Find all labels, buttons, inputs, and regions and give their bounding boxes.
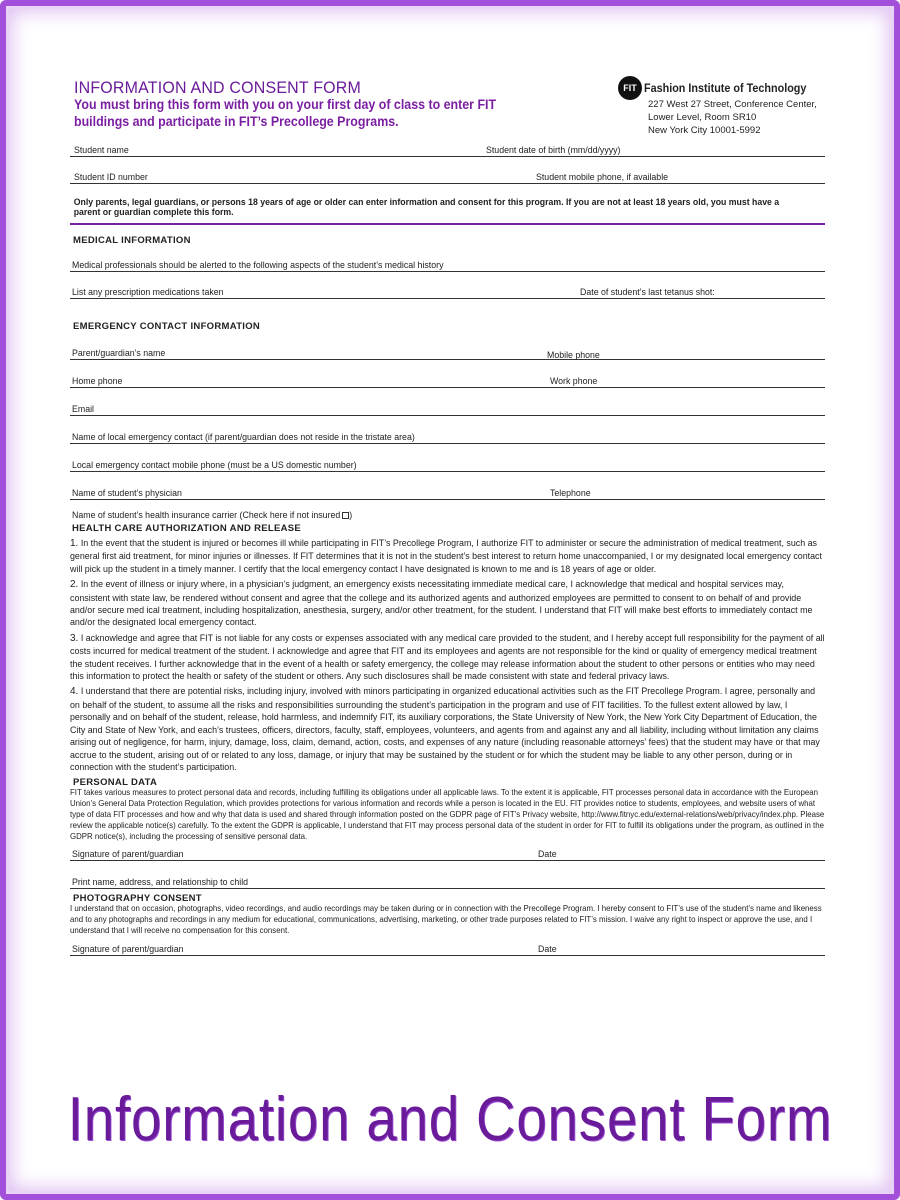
eligibility-notice: Only parents, legal guardians, or persons 18 years of age or older can enter information and consent for this program. If you are not at least 18 years old, you must have a parent or guardian complete this form.	[73, 196, 780, 217]
prescriptions-field[interactable]	[70, 286, 825, 299]
signature-label: Signature of parent/guardian	[72, 849, 184, 860]
medical-heading: MEDICAL INFORMATION	[73, 235, 191, 246]
item-number: 1.	[70, 538, 79, 549]
authorization-list	[70, 537, 825, 773]
item-text: I understand that there are potential risks, including injury, involved with minors participating in organized educational activities such as the FIT Precollege Program. I agree, personally and on behalf of the student, to assume all the risks and responsibilities surrounding the student’s participation in the program and use of FIT facilities. To the fullest extent allowed by law, I personally and on behalf of the student, release, hold harmless, and indemnify FIT, its auxiliary corporations, the State University of New York, the New York City Department of Education, the City and State of New York, and each’s trustees, officers, directors, faculty, staff, employees, volunteers, and agents from and against any and all liability, including without limitation any claims arising out of negligence, for harm, injury, damage, loss, claim, demand, action, costs, and expenses of any nature (including reasonable attorneys’ fees) that the student may have or that may accrue to the student, arising out of or related to any loss, damage, or injury that may be sustained by the student or for which the student may be liable to any other person, during or in connection with the student’s participation.	[70, 686, 820, 772]
physician-field[interactable]	[70, 487, 825, 500]
local-mobile-label: Local emergency contact mobile phone (must be a US domestic number)	[72, 460, 357, 470]
insurance-label: Name of student’s health insurance carrier (Check here if not insured	[72, 510, 341, 520]
student-id-field[interactable]	[70, 171, 825, 184]
form-title: INFORMATION AND CONSENT FORM	[74, 78, 361, 97]
item-number: 4.	[70, 686, 79, 698]
personal-data-text: FIT takes various measures to protect personal data and records, including fulfilling its obligations under all applicable laws. To the extent it is applicable, FIT processes personal data in accordance with the European Union’s General Data Protection Regulation, which provides protections for various information and records while a person is located in the EU. FIT provides notice to students, employees, and website users of what type of data FIT processes and how and why that data is used and shared through information posted on the GDPR page of FIT’s Privacy website, http://www.fitnyc.edu/external-relations/web/privacy/index.php. Please review the applicable notice(s) carefully. To the extent the GDPR is applicable, I understand that FIT may process personal data of the student in order for FIT to fulfill its obligations under the program, as outlined in the GDPR notice(s), including the processing of sensitive personal data.	[70, 788, 825, 841]
item-number: 3.	[70, 632, 79, 644]
personal-data-heading: PERSONAL DATA	[73, 777, 158, 789]
physician-label: Name of student’s physician	[72, 488, 182, 498]
prescriptions-label: List any prescription medications taken	[72, 287, 224, 297]
authorization-item	[70, 537, 825, 575]
email-field[interactable]	[70, 403, 825, 416]
signature-label: Signature of parent/guardian	[72, 943, 184, 954]
work-phone-label: Work phone	[550, 376, 598, 386]
item-text: In the event of illness or injury where, in a physician’s judgment, an emergency exists necessitating immediate medical care, I acknowledge that medical and hospital services may, consistent with state law, be rendered without consent and agree that the college and its authorized agents and authorized employees are permitted to consent to on behalf of and provide and/or secure med ical treatment, including hospitalization, anesthesia, surgery, and/or other treatment, for the student. I understand that FIT will make best efforts to immediately contact me and/or the designated local emergency contact.	[70, 579, 813, 628]
photography-signature-field[interactable]	[70, 943, 825, 956]
medical-aspects-field[interactable]	[70, 259, 825, 272]
local-contact-label: Name of local emergency contact (if parent/guardian does not reside in the tristate area)	[72, 432, 415, 442]
form-header	[70, 74, 825, 144]
address-line-3: New York City 10001-5992	[648, 125, 761, 136]
authorization-item	[70, 685, 825, 773]
address-line-1: 227 West 27 Street, Conference Center,	[648, 99, 817, 110]
print-name-field[interactable]	[70, 876, 825, 889]
section-divider	[70, 223, 825, 225]
org-name: Fashion Institute of Technology	[644, 81, 807, 95]
fit-logo-icon: FIT	[618, 76, 642, 100]
authorization-item	[70, 632, 825, 683]
local-contact-field[interactable]	[70, 431, 825, 444]
student-id-label: Student ID number	[74, 172, 148, 182]
item-text: In the event that the student is injured or becomes ill while participating in FIT’s Precollege Program, I authorize FIT to administer or secure the administration of medical treatment, such as general first aid treatment, for minor injuries or illnesses. If FIT determines that it is not in the student’s best interest to return home unaccompanied, I or my designated local emergency contact will pick up the student in a timely manner. I certify that the local emergency contact I have designated is known to me and is 18 years of age or older.	[70, 538, 822, 574]
date-label: Date	[538, 849, 557, 860]
photography-heading: PHOTOGRAPHY CONSENT	[73, 893, 202, 905]
form-subtitle: You must bring this form with you on your first day of class to enter FIT buildings and participate in FIT’s Precollege Programs.	[74, 97, 497, 129]
item-text: I acknowledge and agree that FIT is not liable for any costs or expenses associated with any medical care provided to the student, and I hereby accept full responsibility for the payment of all costs incurred for medical treatment of the student. I acknowledge and agree that FIT and its employees and agents are not responsible for the kind or quality of emergency medical treatment the student receives. I further acknowledge that in the event of a health or safety emergency, the college may release information about the student to other persons or entities who may need this information to protect the health or safety of the student or others. Any such disclosures shall be made consistent with state and federal privacy laws.	[70, 632, 825, 682]
guardian-name-label: Parent/guardian’s name	[72, 348, 166, 358]
local-mobile-field[interactable]	[70, 459, 825, 472]
authorization-heading: HEALTH CARE AUTHORIZATION AND RELEASE	[72, 523, 302, 534]
banner-title: Information and Consent Form	[67, 1085, 833, 1154]
telephone-label: Telephone	[550, 488, 591, 498]
address-line-2: Lower Level, Room SR10	[648, 112, 757, 123]
insurance-close: )	[349, 510, 353, 520]
org-address	[648, 98, 828, 137]
student-name-field[interactable]	[70, 144, 825, 157]
insurance-field[interactable]	[70, 510, 825, 520]
medical-aspects-label: Medical professionals should be alerted to the following aspects of the student’s medical history	[72, 260, 444, 270]
mobile-phone-label: Mobile phone	[547, 350, 600, 360]
personal-data-signature-field[interactable]	[70, 848, 825, 861]
student-name-label: Student name	[74, 145, 129, 155]
home-phone-field[interactable]	[70, 375, 825, 388]
home-phone-label: Home phone	[72, 376, 123, 386]
student-dob-label: Student date of birth (mm/dd/yyyy)	[486, 145, 621, 155]
fit-logo-block	[618, 76, 828, 137]
student-mobile-label: Student mobile phone, if available	[536, 172, 669, 182]
photography-text: I understand that on occasion, photographs, video recordings, and audio recordings may be taken during or in connection with the Precollege Program. I hereby consent to FIT’s use of the student’s name and likeness and to any photographs and recordings in any medium for educational, communications, advertising, marketing, or other trade purposes related to FIT’s mission. I waive any right to inspect or approve the use, and I understand that I will receive no compensation for this consent.	[70, 904, 822, 935]
authorization-item	[70, 578, 825, 629]
item-number: 2.	[70, 579, 79, 591]
print-name-label: Print name, address, and relationship to child	[72, 877, 249, 888]
email-label: Email	[72, 404, 94, 414]
emergency-heading: EMERGENCY CONTACT INFORMATION	[73, 321, 261, 332]
consent-form	[70, 74, 825, 956]
guardian-name-field[interactable]	[70, 347, 825, 360]
tetanus-label: Date of student’s last tetanus shot:	[580, 287, 715, 297]
date-label: Date	[538, 943, 557, 954]
